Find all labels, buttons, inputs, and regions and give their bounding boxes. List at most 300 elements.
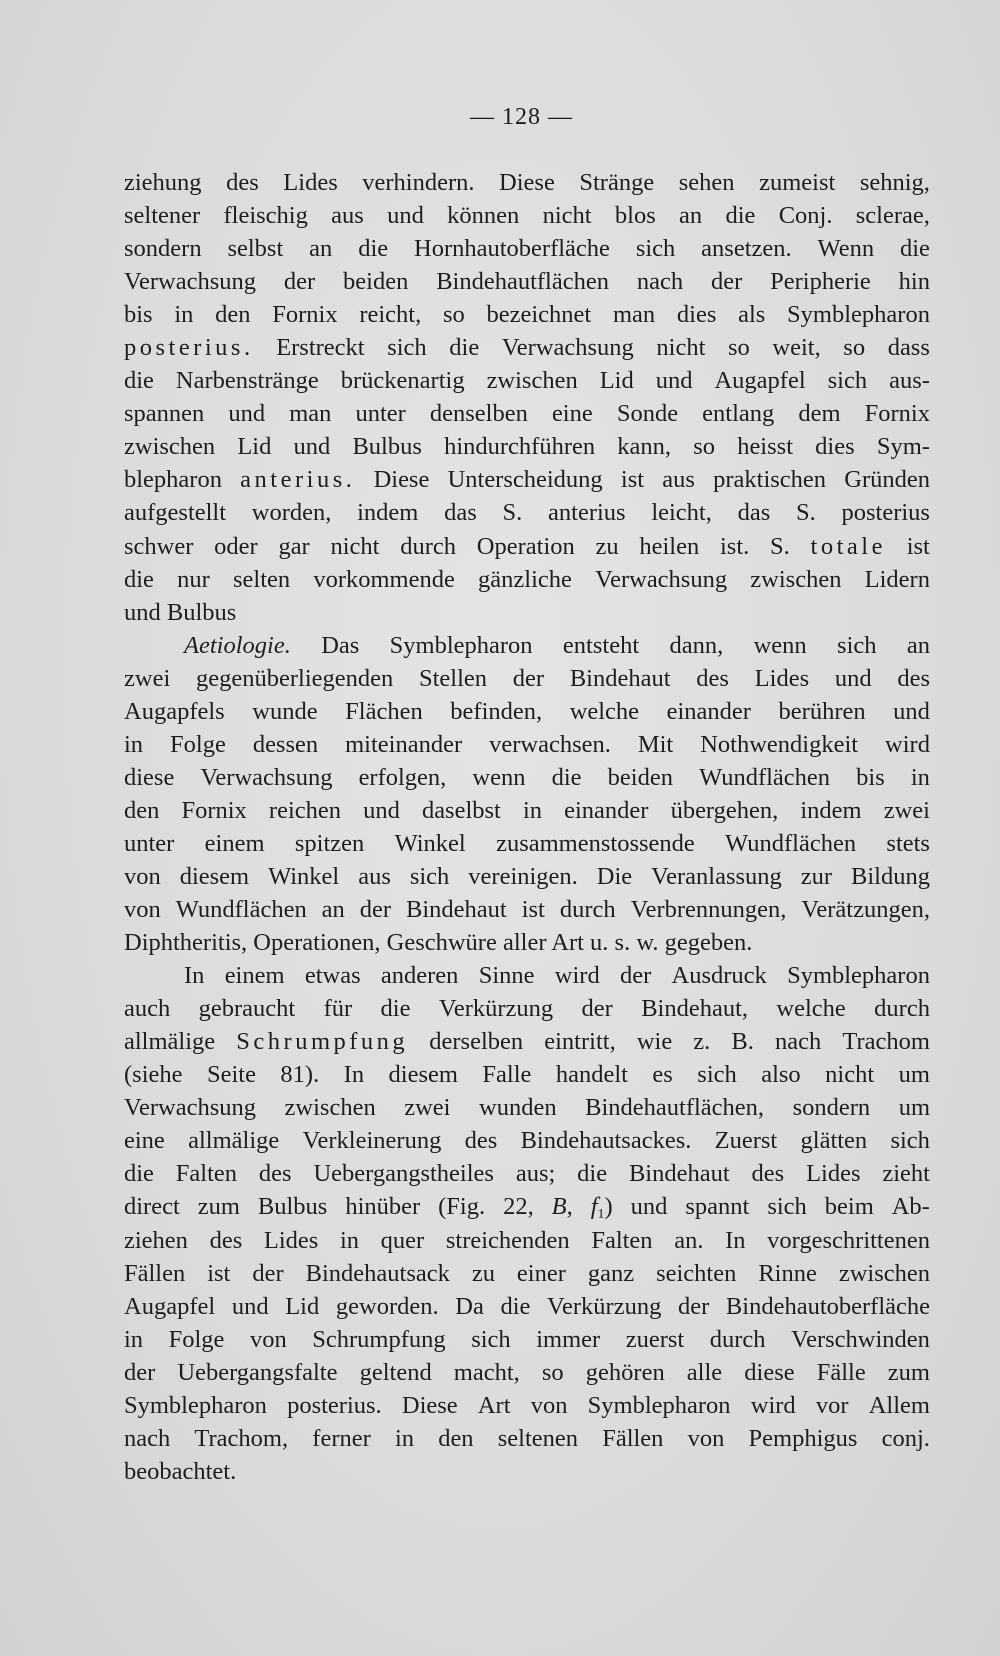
text-line xyxy=(124,563,930,596)
subscript-text: 1 xyxy=(597,1207,605,1223)
text-line xyxy=(124,1389,930,1422)
word: conj. xyxy=(881,1424,930,1452)
word: und xyxy=(893,697,930,725)
word: entlang xyxy=(702,400,775,428)
word: den xyxy=(124,796,160,824)
word: S. xyxy=(770,532,790,560)
word: zur xyxy=(800,862,833,890)
word: erfolgen, xyxy=(358,763,447,791)
word: oder xyxy=(214,532,258,560)
word: aus xyxy=(331,202,364,230)
spaced-emphasis-text: Schrumpfung xyxy=(236,1028,409,1056)
text-line xyxy=(124,232,930,265)
word: sehen xyxy=(678,169,735,196)
word: Peripherie xyxy=(770,268,871,296)
word: und xyxy=(363,796,400,824)
word: Fornix xyxy=(181,796,247,824)
word: Augapfel xyxy=(714,367,806,395)
word: Wundflächen xyxy=(725,829,857,857)
word: von xyxy=(124,862,161,890)
word: Wundflächen xyxy=(175,896,307,924)
word: hindurchführen xyxy=(444,433,596,461)
word: und xyxy=(231,1292,269,1320)
word: handelt xyxy=(555,1061,628,1089)
word: aus xyxy=(358,862,391,890)
page-number: — 128 — xyxy=(470,104,573,130)
word: B. xyxy=(731,1028,754,1056)
word: ziehen xyxy=(124,1226,188,1254)
word: Falten xyxy=(591,1226,653,1254)
word: durch xyxy=(709,1325,766,1353)
word: Narbenstränge xyxy=(175,367,319,395)
word: die xyxy=(124,1160,154,1188)
word: nicht xyxy=(542,202,592,230)
word: auch xyxy=(124,995,171,1023)
text-line xyxy=(124,629,930,662)
word: Trachom xyxy=(842,1028,930,1056)
word: Bindehautflächen xyxy=(436,268,609,296)
word: zusammenstossende xyxy=(496,829,695,857)
word: einer xyxy=(516,1259,566,1287)
word: ist xyxy=(906,532,930,560)
text-line xyxy=(124,298,930,331)
word: Veranlassung xyxy=(651,862,782,890)
word: Hornhautoberfläche xyxy=(414,235,610,263)
word: und xyxy=(228,400,266,428)
word: Verkürzung xyxy=(438,995,554,1023)
text-line xyxy=(124,1455,930,1488)
word xyxy=(240,463,355,496)
word: S. xyxy=(502,499,523,527)
word: in xyxy=(174,301,194,329)
word: posterius xyxy=(841,499,930,527)
word: schwer xyxy=(124,532,194,560)
word: Diese xyxy=(373,466,430,494)
word: an xyxy=(906,631,930,659)
text-line xyxy=(124,397,930,430)
word: von xyxy=(687,1424,725,1452)
word: posterius. xyxy=(287,1391,382,1419)
word: zumeist xyxy=(759,169,836,196)
word: und xyxy=(655,367,693,395)
word: ist xyxy=(207,1259,231,1287)
word: einander xyxy=(564,796,649,824)
italic-text: B xyxy=(551,1193,567,1221)
text-line xyxy=(124,1224,930,1257)
word: Fornix xyxy=(864,400,930,428)
word: Lid xyxy=(599,367,634,395)
word: so xyxy=(442,301,465,329)
word: Verschwinden xyxy=(791,1325,930,1353)
word: Verwachsung xyxy=(124,268,256,296)
word: indem xyxy=(800,796,862,824)
word: dessen xyxy=(252,730,319,758)
word: (siehe xyxy=(124,1061,183,1089)
word: daselbst xyxy=(421,796,501,824)
text-line xyxy=(124,959,930,992)
word: ist xyxy=(521,896,545,924)
word: Gründen xyxy=(844,466,930,494)
word: glätten xyxy=(800,1127,868,1155)
word: Allem xyxy=(868,1391,930,1419)
word: in xyxy=(394,1424,415,1452)
word: sich xyxy=(387,334,427,362)
word: Fälle xyxy=(816,1358,866,1386)
text-line xyxy=(124,1157,930,1190)
word: Wundflächen xyxy=(699,763,831,791)
word: die xyxy=(551,763,582,791)
word: heilen xyxy=(639,532,700,560)
word: befinden, xyxy=(450,697,543,725)
word: In xyxy=(343,1061,365,1089)
word: um xyxy=(898,1061,930,1089)
word: Fornix xyxy=(272,301,338,329)
word: zum xyxy=(197,1193,240,1221)
word: durch xyxy=(400,532,457,560)
word: der xyxy=(283,268,316,296)
text-segment: und Bulbus xyxy=(124,598,237,626)
word: zum xyxy=(887,1358,930,1386)
word: wie xyxy=(636,1028,673,1056)
word: das xyxy=(444,499,477,527)
word: Mit xyxy=(637,730,674,758)
word: Wenn xyxy=(817,235,875,263)
word: Symblepharon xyxy=(787,301,930,329)
text-line xyxy=(124,1124,930,1157)
word: diesem xyxy=(179,862,250,890)
word: welche xyxy=(569,697,640,725)
word: einem xyxy=(204,829,265,857)
word: für xyxy=(323,995,353,1023)
word: es xyxy=(652,1061,673,1089)
word: Fällen xyxy=(602,1424,664,1452)
word: die xyxy=(500,1292,531,1320)
word: direct xyxy=(124,1193,180,1221)
text-line xyxy=(124,265,930,298)
word: Winkel xyxy=(394,829,466,857)
word: Symblepharon xyxy=(787,962,930,990)
word: Das xyxy=(321,631,360,659)
word: Unterscheidung xyxy=(447,466,603,494)
word: man xyxy=(289,400,332,428)
text-line xyxy=(124,1190,930,1223)
text-line xyxy=(124,1323,930,1356)
word: Bindehaut xyxy=(406,896,507,924)
word: sich xyxy=(890,1127,930,1155)
word: diesem xyxy=(388,1061,458,1089)
word: Ausdruck xyxy=(671,962,767,990)
word: also xyxy=(761,1061,801,1089)
word: der xyxy=(512,664,545,692)
word: unter xyxy=(355,400,406,428)
word: worden, xyxy=(251,499,332,527)
word: den xyxy=(215,301,251,329)
word: Pemphigus xyxy=(748,1424,858,1452)
word: so xyxy=(541,1358,564,1386)
word: geworden. xyxy=(335,1292,439,1320)
word: wenn xyxy=(472,763,526,791)
word: alle xyxy=(686,1358,723,1386)
word: dies xyxy=(676,301,717,329)
word: Bindehaut xyxy=(628,1160,730,1188)
word: Die xyxy=(596,862,633,890)
word: übergehen, xyxy=(670,796,779,824)
word: Symblepharon xyxy=(124,1391,267,1419)
word: Verätzungen, xyxy=(801,896,930,924)
word: Bulbus xyxy=(257,1193,328,1221)
word: entsteht xyxy=(562,631,640,659)
word: vor xyxy=(815,1391,849,1419)
word: sich xyxy=(827,367,868,395)
word: Diese xyxy=(401,1391,458,1419)
word: $f_1$) xyxy=(590,1193,613,1223)
word: Lides xyxy=(754,664,810,692)
word: wunde xyxy=(252,697,318,725)
text-line xyxy=(124,1356,930,1389)
word: eine xyxy=(124,1127,165,1155)
word: von xyxy=(530,1391,568,1419)
word: in xyxy=(124,730,144,758)
word: diese xyxy=(744,1358,795,1386)
word: der xyxy=(359,896,392,924)
word: allmälige xyxy=(188,1127,280,1155)
word: die xyxy=(899,235,930,263)
word: um xyxy=(898,1094,930,1122)
word: spannen xyxy=(124,400,205,428)
word: Rinne xyxy=(758,1259,817,1287)
word: allmälige xyxy=(124,1028,216,1056)
word: des xyxy=(751,1160,785,1188)
word: S. xyxy=(796,499,816,527)
word: macht, xyxy=(453,1358,520,1386)
word: nach xyxy=(124,1424,171,1452)
word: nur xyxy=(177,565,210,593)
word: an xyxy=(679,202,703,230)
text-line xyxy=(124,860,930,893)
word: (Fig. xyxy=(438,1193,486,1221)
word: des xyxy=(258,1160,292,1188)
word: Bindehautsack xyxy=(305,1259,450,1287)
word: Schrumpfung xyxy=(312,1325,446,1353)
word: des xyxy=(464,1127,498,1155)
word: etwas xyxy=(304,962,361,990)
word: bezeichnet xyxy=(486,301,592,329)
text-line xyxy=(124,728,930,761)
word: Nothwendigkeit xyxy=(700,730,859,758)
text-line xyxy=(124,463,930,496)
word: 81). xyxy=(280,1061,320,1089)
word: Art xyxy=(477,1391,511,1419)
word xyxy=(184,629,291,662)
word: des xyxy=(897,664,930,692)
word: zwischen xyxy=(284,1094,376,1122)
text-line xyxy=(124,530,930,563)
word: praktischen xyxy=(713,466,827,494)
italic-text: Aetiologie. xyxy=(184,631,291,659)
word: Augapfels xyxy=(124,697,225,725)
word: die xyxy=(725,202,756,230)
word: Stellen xyxy=(419,664,488,692)
word: Seite xyxy=(206,1061,256,1089)
word: nach xyxy=(774,1028,822,1056)
word: so xyxy=(693,433,716,461)
text-line xyxy=(124,1290,930,1323)
word: dass xyxy=(887,334,930,362)
word: Lides xyxy=(283,169,338,196)
word: Sonde xyxy=(616,400,679,428)
word: Conj. xyxy=(778,202,833,230)
text-line xyxy=(124,1025,930,1058)
text-line xyxy=(124,761,930,794)
word: die xyxy=(449,334,480,362)
word: in xyxy=(910,763,930,791)
word: anterius xyxy=(548,499,626,527)
word: wird xyxy=(750,1391,796,1419)
word: zwischen xyxy=(486,367,578,395)
word: Verwachsung xyxy=(200,763,333,791)
word: sich xyxy=(409,862,450,890)
word: sehnig, xyxy=(859,169,930,196)
text-line xyxy=(124,496,930,529)
word: seltener xyxy=(124,202,201,230)
word: hin xyxy=(898,268,930,296)
word: Lid xyxy=(285,1292,320,1320)
word: Bindehautflächen, xyxy=(585,1094,765,1122)
word: blos xyxy=(614,202,656,230)
word: an xyxy=(309,235,333,263)
word: Folge xyxy=(168,1325,225,1353)
word: Verwachsung xyxy=(501,334,634,362)
word: Verbrennungen, xyxy=(630,896,787,924)
word: Falten xyxy=(175,1160,238,1188)
word: Bindehautsackes. xyxy=(520,1127,692,1155)
word: in xyxy=(339,1226,360,1254)
word: können xyxy=(447,202,520,230)
word: brückenartig xyxy=(340,367,465,395)
word: miteinander xyxy=(345,730,463,758)
word: nicht xyxy=(656,334,706,362)
word: Diese xyxy=(499,169,555,196)
word: vorgeschrittenen xyxy=(767,1226,930,1254)
word: wird xyxy=(554,962,600,990)
word: zwischen xyxy=(124,433,216,461)
word: aus xyxy=(662,466,695,494)
word: Verwachsung xyxy=(124,1094,256,1122)
word xyxy=(124,331,254,364)
italic-text: f xyxy=(590,1193,598,1221)
word: und xyxy=(834,664,872,692)
word: aufgestellt xyxy=(124,499,227,527)
word: Erstreckt xyxy=(276,334,365,362)
word: 22, xyxy=(503,1193,534,1221)
word: von xyxy=(124,896,161,924)
word: und xyxy=(630,1193,668,1221)
word: des xyxy=(209,1226,243,1254)
word xyxy=(811,530,886,563)
text-line xyxy=(124,364,930,397)
word: spitzen xyxy=(294,829,365,857)
word: und xyxy=(293,433,331,461)
text-segment: Diphtheritis, Operationen, Geschwüre aller Art u. s. w. gegeben. xyxy=(124,929,753,957)
word: nicht xyxy=(825,1061,875,1089)
word: sich xyxy=(837,631,877,659)
word: dem xyxy=(798,400,841,428)
text-segment: beobachtet. xyxy=(124,1457,237,1485)
word: Bulbus xyxy=(352,433,422,461)
word: Uebergangsfalte xyxy=(177,1358,338,1386)
word: verhindern. xyxy=(362,169,475,196)
word: ziehung xyxy=(124,169,202,196)
word xyxy=(236,1025,408,1058)
word: durch xyxy=(559,896,616,924)
text-line xyxy=(124,695,930,728)
word: diese xyxy=(124,763,175,791)
spaced-emphasis-text: posterius. xyxy=(124,334,254,362)
word: zwischen xyxy=(838,1259,930,1287)
word: die xyxy=(358,235,389,263)
word: weit, xyxy=(772,334,821,362)
word: dies xyxy=(815,433,855,461)
word: Ab- xyxy=(891,1193,930,1221)
word: ist xyxy=(620,466,645,494)
text-line xyxy=(124,992,930,1025)
word: als xyxy=(738,301,766,329)
text-line xyxy=(124,827,930,860)
word: sondern xyxy=(792,1094,871,1122)
word: spannt xyxy=(685,1193,750,1221)
word: Lidern xyxy=(864,565,930,593)
word: In xyxy=(184,962,205,990)
word: Sym- xyxy=(876,433,930,461)
word: anderen xyxy=(380,962,459,990)
word: Bindehautoberfläche xyxy=(725,1292,930,1320)
text-line xyxy=(124,199,930,232)
word: beiden xyxy=(343,268,409,296)
word: bis xyxy=(124,301,153,329)
word: geltend xyxy=(359,1358,432,1386)
word: z. xyxy=(693,1028,711,1056)
word: Lid xyxy=(237,433,272,461)
word: Sinne xyxy=(478,962,535,990)
word: verwachsen. xyxy=(489,730,611,758)
word: sich xyxy=(697,1061,737,1089)
text-line xyxy=(124,662,930,695)
word: derselben xyxy=(429,1028,524,1056)
word: gegenüberliegenden xyxy=(195,664,394,692)
word: den xyxy=(438,1424,474,1452)
text-line xyxy=(124,1091,930,1124)
word: B, xyxy=(551,1193,573,1221)
word: Symblepharon xyxy=(389,631,533,659)
text-line xyxy=(124,794,930,827)
word: kann, xyxy=(617,433,672,461)
word: gehören xyxy=(585,1358,665,1386)
word: selten xyxy=(232,565,291,593)
word: zu xyxy=(595,532,619,560)
word: streichenden xyxy=(445,1226,570,1254)
word: und xyxy=(387,202,424,230)
word: vereinigen. xyxy=(468,862,578,890)
word: reichen xyxy=(268,796,341,824)
word: indem xyxy=(357,499,419,527)
word: Bindehaut, xyxy=(641,995,749,1023)
word: Trachom, xyxy=(194,1424,289,1452)
word: wunden xyxy=(479,1094,557,1122)
word: zu xyxy=(471,1259,495,1287)
word: unter xyxy=(124,829,175,857)
word: beim xyxy=(824,1193,874,1221)
body-text xyxy=(124,166,930,1488)
